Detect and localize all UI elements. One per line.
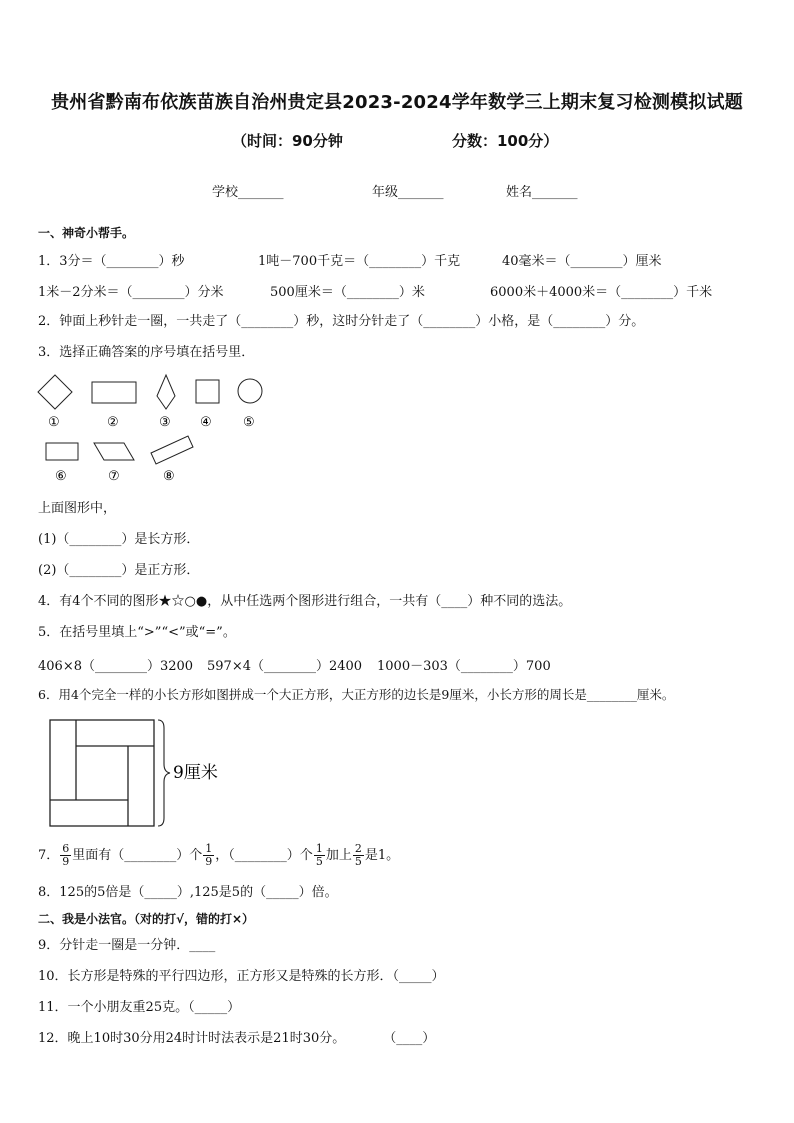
fraction-two-fifths — [353, 843, 364, 868]
name-field: 姓名_______ — [506, 185, 578, 200]
shape-label-3: ③ — [159, 415, 171, 430]
shape-label-5: ⑤ — [243, 415, 255, 430]
q7-text-1: 里面有（________）个 — [72, 848, 203, 863]
q1-item-c: 40毫米＝（________）厘米 — [502, 254, 662, 269]
exam-score: 分数：100分） — [452, 132, 559, 150]
fraction-numerator: 6 — [62, 842, 70, 855]
shape-3-kite — [157, 375, 175, 409]
question-2: 2．钟面上秒针走一圈，一共走了（________）秒，这时分针走了（________）小格，是（________）分。 — [38, 314, 645, 329]
question-9: 9．分针走一圈是一分钟．____ — [38, 938, 216, 953]
q7-suffix: 是1。 — [364, 848, 400, 863]
grade-field: 年级_______ — [372, 185, 444, 200]
question-8: 8．125的5倍是（_____）,125是5的（_____）倍。 — [38, 885, 338, 900]
question-4: 4．有4个不同的图形★☆○●，从中任选两个图形进行组合，一共有（____）种不同的选法。 — [38, 594, 572, 609]
fraction-denominator: 5 — [315, 855, 323, 868]
shape-8-tilted-rectangle — [151, 436, 193, 464]
exam-title: 贵州省黔南布依族苗族自治州贵定县2023-2024学年数学三上期末复习检测模拟试题 — [51, 92, 743, 113]
big-square-outline — [50, 720, 154, 826]
q3-above-text: 上面图形中， — [38, 501, 117, 516]
q3-sub-2: (2)（________）是正方形． — [38, 563, 200, 578]
fraction-one-fifth — [314, 843, 325, 868]
fraction-one-ninth — [203, 843, 214, 868]
fraction-denominator: 9 — [205, 855, 213, 868]
q1-item-d: 1米－2分米＝（________）分米 — [38, 285, 224, 300]
q12-blank: （____） — [383, 1031, 436, 1046]
shape-label-4: ④ — [200, 415, 212, 430]
section-1-title: 一、神奇小帮手。 — [38, 226, 135, 240]
question-11: 11．一个小朋友重25克。（_____） — [38, 1000, 241, 1015]
shape-label-1: ① — [48, 415, 60, 430]
shape-label-8: ⑧ — [163, 469, 175, 484]
q5-item-a: 406×8（________）3200 — [38, 659, 194, 674]
exam-time: （时间：90分钟 — [232, 132, 343, 150]
question-12 — [38, 1030, 435, 1048]
side-length-label: 9厘米 — [173, 763, 218, 783]
question-5: 5．在括号里填上“>”“<”或“=”。 — [38, 625, 236, 640]
question-10: 10．长方形是特殊的平行四边形，正方形又是特殊的长方形．（_____） — [38, 969, 445, 984]
brace-icon — [158, 720, 170, 826]
question-3: 3．选择正确答案的序号填在括号里． — [38, 345, 255, 360]
q3-sub-1: (1)（________）是长方形． — [38, 532, 200, 547]
q3-shapes-figure — [30, 370, 290, 490]
shape-4-square — [196, 380, 219, 403]
q7-text-3: 加上 — [325, 848, 352, 863]
q1-item-b: 1吨－700千克＝（________）千克 — [258, 254, 461, 269]
q7-prefix: 7． — [38, 848, 60, 863]
fraction-denominator: 5 — [354, 855, 362, 868]
q5-item-c: 1000－303（________）700 — [377, 659, 551, 674]
section-2-title: 二、我是小法官。（对的打√，错的打×） — [38, 912, 255, 926]
shape-label-2: ② — [107, 415, 119, 430]
shape-6-small-rectangle — [46, 443, 78, 460]
fraction-numerator: 1 — [315, 842, 323, 855]
shape-1-diamond — [38, 375, 72, 409]
shape-7-parallelogram — [94, 443, 134, 460]
q1-item-e: 500厘米＝（________）米 — [270, 285, 425, 300]
q7-text-2: ，（________）个 — [215, 848, 313, 863]
fraction-numerator: 2 — [354, 842, 362, 855]
fraction-six-ninths — [60, 843, 71, 868]
shape-2-rectangle — [92, 382, 136, 403]
q5-item-b: 597×4（________）2400 — [207, 659, 363, 674]
q12-text: 12．晚上10时30分用24时计时法表示是21时30分。 — [38, 1031, 346, 1046]
shape-label-6: ⑥ — [55, 469, 67, 484]
q6-square-figure — [40, 716, 240, 832]
question-7 — [38, 843, 399, 869]
q1-item-f: 6000米＋4000米＝（________）千米 — [490, 285, 713, 300]
shape-label-7: ⑦ — [108, 469, 120, 484]
fraction-numerator: 1 — [205, 842, 213, 855]
question-6: 6．用4个完全一样的小长方形如图拼成一个大正方形，大正方形的边长是9厘米，小长方形的周长是________厘米。 — [38, 687, 675, 702]
shape-5-circle — [238, 379, 262, 403]
school-field: 学校_______ — [212, 185, 284, 200]
fraction-denominator: 9 — [62, 855, 70, 868]
q1-item-a: 1．3分＝（________）秒 — [38, 254, 185, 269]
